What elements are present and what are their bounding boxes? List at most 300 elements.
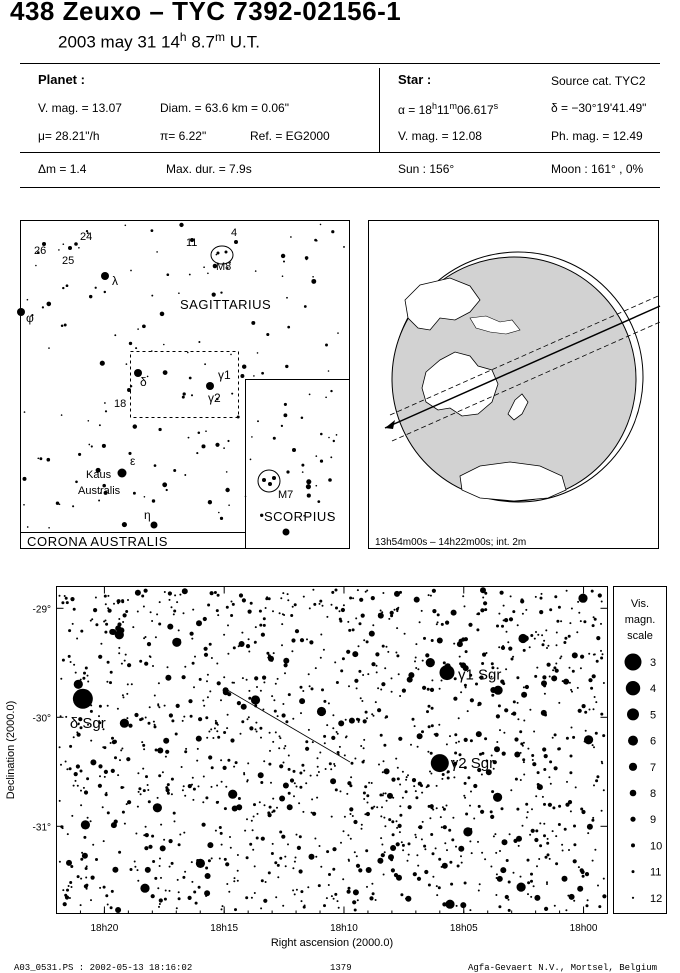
field-star [260, 907, 262, 909]
field-star [254, 865, 256, 867]
field-star [65, 895, 69, 899]
finder-bright-star [328, 478, 332, 482]
field-star [311, 812, 313, 814]
field-star [477, 841, 479, 843]
field-star [72, 623, 74, 625]
field-star [206, 737, 208, 739]
finder-star [88, 444, 90, 446]
field-star [155, 749, 158, 752]
field-star [207, 842, 213, 848]
finder-star [173, 469, 176, 472]
finder-star [27, 299, 29, 301]
field-star [381, 853, 385, 857]
field-star [334, 893, 337, 896]
field-star [382, 645, 385, 648]
field-star [90, 820, 92, 822]
field-star [102, 746, 104, 748]
field-star [319, 603, 321, 605]
finder-star [320, 433, 323, 436]
field-star [147, 642, 151, 646]
field-star [452, 817, 454, 819]
field-star [134, 861, 136, 863]
field-star [140, 793, 142, 795]
field-star [113, 740, 117, 744]
finder-star [253, 375, 255, 377]
field-star [548, 803, 552, 807]
field-star [292, 867, 294, 869]
field-star [522, 758, 525, 761]
field-star [561, 844, 563, 846]
field-star [549, 676, 551, 678]
field-star [277, 864, 280, 867]
field-star [364, 785, 367, 788]
field-star [495, 852, 497, 854]
finder-star [255, 270, 257, 272]
field-star [145, 636, 147, 638]
field-star [245, 896, 248, 899]
field-star [414, 660, 416, 662]
finder-star [61, 414, 63, 416]
field-star [184, 666, 186, 668]
field-star [436, 785, 438, 787]
field-star [400, 893, 403, 896]
field-star [222, 905, 224, 907]
finder-star [189, 274, 191, 276]
field-star [429, 817, 431, 819]
field-star [313, 603, 316, 606]
field-star [68, 885, 70, 887]
field-star [464, 882, 467, 885]
field-star [191, 881, 193, 883]
finder-star [337, 332, 339, 334]
field-star [346, 650, 350, 654]
finder-star [58, 249, 60, 251]
field-star [118, 851, 121, 854]
legend-marker [631, 843, 635, 847]
field-star [252, 849, 254, 851]
legend-label: 4 [650, 683, 657, 696]
field-star [224, 807, 227, 810]
field-star [87, 675, 89, 677]
field-star [90, 899, 92, 901]
field-star [505, 895, 509, 899]
field-star [470, 791, 472, 793]
finder-star [245, 496, 247, 498]
field-star [164, 591, 166, 593]
field-star [580, 808, 583, 811]
field-star [384, 851, 386, 853]
field-star [272, 610, 274, 612]
field-star [545, 856, 548, 859]
field-star [59, 861, 61, 863]
field-star [190, 632, 194, 636]
field-star [134, 866, 136, 868]
field-star [141, 741, 143, 743]
field-star [390, 611, 394, 615]
field-star [363, 747, 365, 749]
field-star [249, 726, 253, 730]
field-star [204, 647, 208, 651]
field-star [169, 890, 171, 892]
field-star [224, 858, 227, 861]
field-star [394, 591, 400, 597]
field-star [443, 661, 446, 664]
field-star [358, 670, 361, 673]
field-star [158, 682, 160, 684]
field-star [104, 595, 107, 598]
field-star [568, 635, 571, 638]
field-star [454, 677, 457, 680]
field-star [142, 744, 145, 747]
field-star [602, 653, 604, 655]
field-star [326, 897, 328, 899]
field-star [269, 750, 271, 752]
finder-star [88, 420, 90, 422]
field-star [333, 763, 335, 765]
field-star [522, 613, 524, 615]
field-star [251, 897, 253, 899]
field-star [350, 838, 352, 840]
field-star [521, 692, 527, 698]
field-star [144, 846, 148, 850]
field-star [83, 836, 86, 839]
field-star [288, 792, 291, 795]
field-star [445, 621, 449, 625]
field-star [577, 687, 579, 689]
field-star [171, 778, 174, 781]
finder-star [162, 482, 167, 487]
field-star [369, 870, 371, 872]
field-star [158, 623, 161, 626]
field-star [239, 641, 245, 647]
source-catalog: Source cat. TYC2 [551, 74, 646, 88]
field-star [555, 663, 557, 665]
field-star [344, 816, 346, 818]
field-star [207, 604, 210, 607]
field-star [203, 705, 205, 707]
legend-title-3: scale [627, 630, 653, 642]
field-star [428, 705, 431, 708]
field-star [591, 819, 594, 822]
field-star [66, 889, 69, 892]
field-star [62, 889, 64, 891]
field-star [545, 629, 547, 631]
field-star [396, 827, 398, 829]
field-star [130, 868, 133, 871]
field-star [345, 736, 347, 738]
field-star [441, 680, 443, 682]
field-star [99, 887, 101, 889]
finder-star [160, 312, 165, 317]
field-star [103, 886, 106, 889]
field-star [285, 720, 288, 723]
field-star [502, 839, 508, 845]
field-star [263, 617, 266, 620]
field-star [315, 667, 317, 669]
field-star [127, 663, 131, 667]
field-star [541, 680, 547, 686]
finder-star [306, 259, 308, 261]
field-star [86, 777, 89, 780]
field-star [87, 817, 89, 819]
field-star [69, 881, 72, 884]
field-star [143, 789, 146, 792]
field-star [405, 779, 407, 781]
field-star [273, 810, 276, 813]
field-star [376, 671, 378, 673]
field-star [263, 899, 267, 903]
field-star [262, 676, 266, 680]
field-star [193, 788, 196, 791]
field-star [592, 817, 594, 819]
field-star [208, 731, 210, 733]
field-star [490, 810, 493, 813]
field-star [596, 660, 599, 663]
field-star [312, 812, 316, 816]
field-star [251, 820, 253, 822]
field-star [552, 737, 554, 739]
field-star [437, 638, 443, 644]
field-star [195, 902, 198, 905]
field-star [137, 880, 139, 882]
field-star [110, 671, 113, 674]
field-star [376, 665, 378, 667]
field-star [319, 752, 321, 754]
field-star [337, 751, 340, 754]
field-star [209, 690, 211, 692]
field-star [415, 790, 417, 792]
field-star [67, 833, 69, 835]
field-star [380, 610, 382, 612]
field-star [115, 907, 121, 913]
delta-magnitude: Δm = 1.4 [38, 162, 87, 176]
finder-star [99, 424, 101, 426]
field-star [205, 716, 208, 719]
field-star [421, 610, 423, 612]
finder-star [147, 376, 149, 378]
field-star [117, 774, 119, 776]
field-star [183, 785, 185, 787]
field-star [456, 905, 458, 907]
field-star [444, 842, 446, 844]
finder-star [320, 460, 323, 463]
field-star [580, 655, 584, 659]
field-star [421, 730, 424, 733]
field-star [357, 589, 359, 591]
field-star [402, 771, 404, 773]
field-star [193, 891, 196, 894]
field-star [253, 816, 255, 818]
field-star [367, 802, 369, 804]
field-star [253, 803, 256, 806]
field-star [332, 727, 334, 729]
field-star [527, 881, 530, 884]
field-star [70, 597, 74, 601]
field-star [365, 591, 367, 593]
field-star [395, 652, 397, 654]
field-star [283, 762, 285, 764]
field-star [84, 790, 88, 794]
finder-star [237, 416, 240, 419]
field-star [220, 699, 222, 701]
finder-star [261, 372, 264, 375]
legend-marker [627, 708, 639, 720]
field-star [106, 681, 108, 683]
field-star [246, 856, 249, 859]
field-star [428, 884, 431, 887]
field-star [572, 736, 575, 739]
field-star [275, 731, 277, 733]
field-star [288, 768, 291, 771]
field-star [225, 786, 227, 788]
star-right-ascension: $\alpha = 18^h11^m06.617^s$ [398, 101, 499, 117]
field-star [154, 877, 157, 880]
field-star [593, 746, 595, 748]
field-star [148, 722, 151, 725]
field-star [299, 835, 302, 838]
field-star [383, 793, 385, 795]
field-star [120, 719, 129, 728]
field-star [402, 849, 404, 851]
label-m8: M8 [216, 261, 232, 273]
field-star [322, 709, 325, 712]
field-star [248, 697, 251, 700]
field-star [151, 835, 154, 838]
field-star [563, 641, 566, 644]
field-star [95, 597, 97, 599]
field-star [274, 710, 277, 713]
field-star [231, 601, 233, 603]
field-star [332, 714, 334, 716]
field-star [505, 668, 507, 670]
field-star [237, 880, 239, 882]
field-star [334, 661, 336, 663]
field-star [527, 893, 529, 895]
field-star [299, 786, 302, 789]
field-star [464, 738, 468, 742]
field-star [98, 655, 102, 659]
field-star [378, 613, 384, 619]
field-star [544, 907, 548, 911]
finder-panel [17, 221, 350, 550]
finder-star [306, 479, 311, 484]
finder-star [283, 260, 285, 262]
field-star [465, 686, 467, 688]
field-star [249, 843, 252, 846]
field-star [242, 677, 244, 679]
field-star [396, 654, 399, 657]
field-star [537, 771, 540, 774]
field-star [178, 891, 180, 893]
field-star [323, 904, 326, 907]
field-star [123, 613, 127, 617]
field-star [509, 617, 513, 621]
field-star [287, 599, 289, 601]
field-star [350, 813, 352, 815]
finder-star [301, 464, 304, 467]
field-star [467, 776, 470, 779]
finder-star [251, 321, 255, 325]
finder-star [102, 444, 106, 448]
field-star [204, 653, 208, 657]
field-star [160, 877, 162, 879]
globe-caption: 13h54m00s – 14h22m00s; int. 2m [375, 537, 527, 548]
field-star [169, 839, 173, 843]
field-star [360, 697, 362, 699]
field-star [449, 861, 452, 864]
field-star [354, 909, 357, 912]
label-24: 24 [80, 231, 93, 243]
field-star [358, 645, 360, 647]
field-star [217, 594, 220, 597]
finder-star [95, 287, 97, 289]
field-star [407, 774, 409, 776]
field-star [512, 610, 515, 613]
field-star [560, 656, 562, 658]
field-star [308, 673, 310, 675]
finder-star [47, 302, 52, 307]
label-m7: M7 [278, 489, 294, 501]
finder-star [48, 347, 50, 349]
finder-star [260, 514, 263, 517]
field-star [555, 669, 559, 673]
field-star [525, 685, 529, 689]
field-star [436, 885, 438, 887]
field-star [527, 859, 530, 862]
field-star [139, 660, 142, 663]
field-star [462, 595, 464, 597]
field-star [594, 653, 596, 655]
field-star [503, 732, 505, 734]
field-star [543, 834, 546, 837]
finder-star [89, 295, 92, 298]
field-star [247, 718, 249, 720]
field-star [153, 803, 162, 812]
finder-star [191, 394, 193, 396]
finder-star [130, 385, 132, 387]
field-star [515, 778, 518, 781]
field-star [90, 710, 93, 713]
finder-star [104, 291, 106, 293]
field-star [379, 794, 382, 797]
field-star [589, 737, 591, 739]
field-star [85, 867, 88, 870]
field-star [305, 747, 309, 751]
field-star [113, 603, 115, 605]
field-star [297, 846, 301, 850]
field-star [371, 883, 373, 885]
field-star [280, 597, 282, 599]
field-star [457, 865, 460, 868]
field-star [259, 727, 262, 730]
field-star [460, 691, 462, 693]
field-star [348, 629, 351, 632]
field-star [304, 905, 306, 907]
field-star [573, 843, 576, 846]
field-star [242, 598, 246, 602]
field-star [244, 830, 246, 832]
globe-panel [369, 221, 661, 549]
finder-star [122, 522, 127, 527]
field-star [87, 681, 89, 683]
field-star [219, 826, 222, 829]
field-star [372, 624, 374, 626]
field-star [265, 881, 267, 883]
field-star [137, 611, 139, 613]
field-star [358, 868, 362, 872]
x-tick-label: 18h10 [330, 923, 358, 934]
field-star [331, 816, 333, 818]
